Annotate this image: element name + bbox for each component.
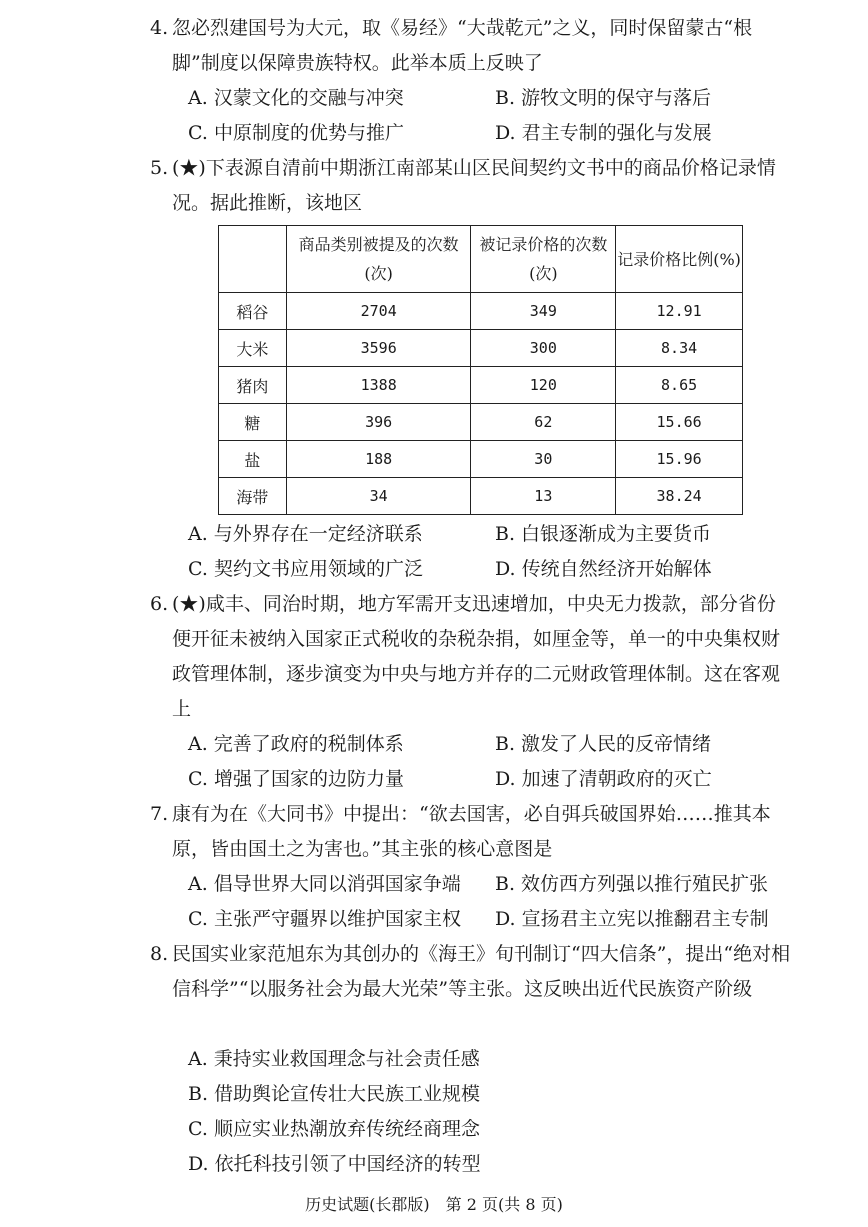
- price-ratio-cell: 8.65: [616, 367, 743, 404]
- option-5b[interactable]: B. 白银逐渐成为主要货币: [495, 523, 712, 545]
- mention-count-cell: 34: [286, 478, 471, 515]
- mention-count-cell: 3596: [286, 330, 471, 367]
- option-8d[interactable]: D. 依托科技引领了中国经济的转型: [188, 1153, 481, 1175]
- table-header-cell: 商品类别被提及的次数(次): [286, 226, 471, 293]
- table-row: [219, 441, 743, 478]
- mention-count-cell: 1388: [286, 367, 471, 404]
- price-count-cell: 13: [471, 478, 616, 515]
- question-6: [150, 587, 792, 727]
- price-ratio-cell: 8.34: [616, 330, 743, 367]
- option-5d[interactable]: D. 传统自然经济开始解体: [495, 558, 712, 580]
- question-number: 6.: [150, 593, 169, 615]
- question-5: [150, 151, 792, 221]
- price-ratio-cell: 12.91: [616, 293, 743, 330]
- option-7d[interactable]: D. 宣扬君主立宪以推翻君主专制: [495, 908, 769, 930]
- table-row: [219, 330, 743, 367]
- table-row: [219, 293, 743, 330]
- table-row: [219, 404, 743, 441]
- option-6b[interactable]: B. 激发了人民的反帝情绪: [495, 733, 712, 755]
- price-count-cell: 300: [471, 330, 616, 367]
- option-5a[interactable]: A. 与外界存在一定经济联系: [188, 523, 423, 545]
- price-ratio-cell: 38.24: [616, 478, 743, 515]
- option-8b[interactable]: B. 借助舆论宣传壮大民族工业规模: [188, 1083, 481, 1105]
- price-count-cell: 349: [471, 293, 616, 330]
- commodity-cell: 稻谷: [219, 293, 287, 330]
- commodity-cell: 盐: [219, 441, 287, 478]
- mention-count-cell: 2704: [286, 293, 471, 330]
- question-stem: (★)下表源自清前中期浙江南部某山区民间契约文书中的商品价格记录情况。据此推断，该地区: [172, 157, 776, 214]
- option-6a[interactable]: A. 完善了政府的税制体系: [188, 733, 404, 755]
- mention-count-cell: 188: [286, 441, 471, 478]
- commodity-cell: 糖: [219, 404, 287, 441]
- question-stem: 民国实业家范旭东为其创办的《海王》旬刊制订“四大信条”，提出“绝对相信科学”“以服务社会为最大光荣”等主张。这反映出近代民族资产阶级: [172, 943, 791, 1000]
- option-4a[interactable]: A. 汉蒙文化的交融与冲突: [188, 87, 404, 109]
- question-8: [150, 937, 792, 1007]
- price-record-table: [218, 225, 743, 515]
- table-row: [219, 367, 743, 404]
- option-7a[interactable]: A. 倡导世界大同以消弭国家争端: [188, 873, 461, 895]
- option-7b[interactable]: B. 效仿西方列强以推行殖民扩张: [495, 873, 769, 895]
- price-count-cell: 30: [471, 441, 616, 478]
- question-stem: (★)咸丰、同治时期，地方军需开支迅速增加，中央无力拨款，部分省份便开征未被纳入国家正式税收的杂税杂捐，如厘金等，单一的中央集权财政管理体制，逐步演变为中央与地方并存的二元财政管理体制。这在客观上: [172, 593, 781, 720]
- question-4: [150, 11, 792, 81]
- option-4c[interactable]: C. 中原制度的优势与推广: [188, 122, 404, 144]
- option-8a[interactable]: A. 秉持实业救国理念与社会责任感: [188, 1048, 480, 1070]
- table-header-cell: 记录价格比例(%): [616, 226, 743, 293]
- table-header-row: [219, 226, 743, 293]
- option-7c[interactable]: C. 主张严守疆界以维护国家主权: [188, 908, 461, 930]
- question-stem: 忽必烈建国号为大元，取《易经》“大哉乾元”之义，同时保留蒙古“根脚”制度以保障贵族特权。此举本质上反映了: [172, 17, 753, 74]
- option-5c[interactable]: C. 契约文书应用领域的广泛: [188, 558, 423, 580]
- question-7: [150, 797, 792, 867]
- price-count-cell: 62: [471, 404, 616, 441]
- question-number: 8.: [150, 943, 169, 965]
- option-6d[interactable]: D. 加速了清朝政府的灭亡: [495, 768, 712, 790]
- question-number: 7.: [150, 803, 169, 825]
- question-number: 4.: [150, 17, 169, 39]
- mention-count-cell: 396: [286, 404, 471, 441]
- question-number: 5.: [150, 157, 169, 179]
- commodity-cell: 大米: [219, 330, 287, 367]
- commodity-cell: 猪肉: [219, 367, 287, 404]
- option-8c[interactable]: C. 顺应实业热潮放弃传统经商理念: [188, 1118, 480, 1140]
- question-stem: 康有为在《大同书》中提出：“欲去国害，必自弭兵破国界始……推其本原，皆由国土之为害也。”其主张的核心意图是: [172, 803, 771, 860]
- option-6c[interactable]: C. 增强了国家的边防力量: [188, 768, 404, 790]
- option-4b[interactable]: B. 游牧文明的保守与落后: [495, 87, 712, 109]
- price-ratio-cell: 15.66: [616, 404, 743, 441]
- commodity-cell: 海带: [219, 478, 287, 515]
- table-row: [219, 478, 743, 515]
- option-4d[interactable]: D. 君主专制的强化与发展: [495, 122, 712, 144]
- page-footer: 历史试题(长郡版) 第 2 页(共 8 页): [305, 1195, 563, 1214]
- table-header-cell: [219, 226, 287, 293]
- price-ratio-cell: 15.96: [616, 441, 743, 478]
- price-count-cell: 120: [471, 367, 616, 404]
- table-header-cell: 被记录价格的次数(次): [471, 226, 616, 293]
